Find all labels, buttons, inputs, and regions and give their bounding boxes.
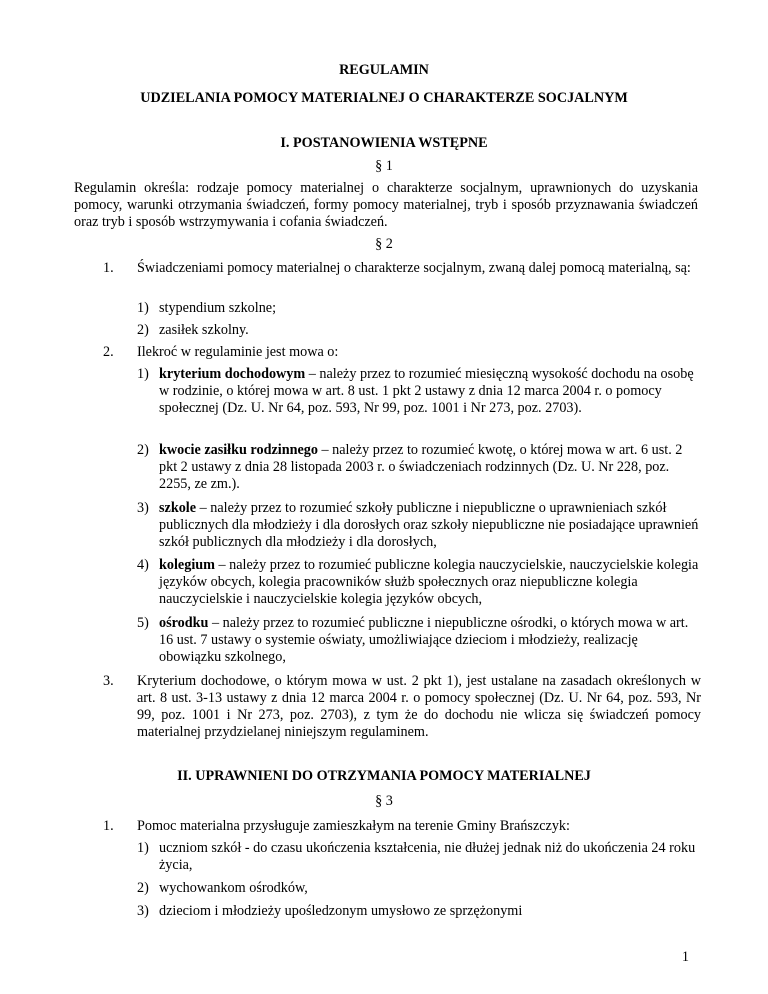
definition-text: – należy przez to rozumieć publiczne kolegia nauczycielskie, nauczycielskie kolegia języków obcych, kolegia pracowników służb społecznych oraz niepubliczne kolegia nauczycielskie i nauczycielskie kolegia języków obcych, <box>159 557 699 607</box>
page-number: 1 <box>681 949 689 965</box>
section-heading-1: I. POSTANOWIENIA WSTĘPNE <box>280 135 488 151</box>
paragraph-mark-3: § 3 <box>375 793 393 809</box>
document-title: REGULAMIN <box>339 62 429 78</box>
item-text: Świadczeniami pomocy materialnej o charakterze socjalnym, zwaną dalej pomocą materialną, są: <box>137 260 691 276</box>
paragraph-1-text: Regulamin określa: rodzaje pomocy materialnej o charakterze socjalnym, uprawnionych do uzyskania pomocy, warunki otrzymania świadczeń, formy pomocy materialnej, tryb i sposób przyznawania świadczeń oraz tryb i sposób wstrzymywania i cofania świadczeń. <box>74 180 698 230</box>
definition-term: kryterium dochodowym <box>159 366 306 382</box>
sub-item-number: 4) <box>137 557 149 573</box>
definition-term: szkole <box>159 500 197 516</box>
item-text: Kryterium dochodowe, o którym mowa w ust. 2 pkt 1), jest ustalane na zasadach określonych w art. 8 ust. 3-13 ustawy z dnia 12 marca 2004 r. o pomocy społecznej (Dz. U. Nr 64, poz. 593, Nr 99, poz. 1001 i Nr 273, poz. 2703), z tym że do dochodu nie wlicza się świadczeń pomocy materialnej przydzielanej niniejszym regulaminem. <box>137 673 701 740</box>
definition-text: – należy przez to rozumieć szkoły publiczne i niepubliczne o uprawnieniach szkół publicznych dla młodzieży i dla dorosłych oraz szkoły niepubliczne nie posiadające uprawnień szkół publicznych dla młodzieży i dla dorosłych, <box>159 500 699 550</box>
sub-item-text: dzieciom i młodzieży upośledzonym umysłowo ze sprzężonymi <box>159 903 523 919</box>
definition-text: – należy przez to rozumieć miesięczną wysokość dochodu na osobę w rodzinie, o której mowa w art. 8 ust. 1 pkt 2 ustawy z dnia 12 marca 2004 r. o pomocy społecznej (Dz. U. Nr 64, poz. 593, Nr 99, poz. 1001 i Nr 273, poz. 2703). <box>159 366 694 416</box>
definition-text: – należy przez to rozumieć kwotę, o której mowa w art. 6 ust. 2 pkt 2 ustawy z dnia 28 listopada 2003 r. o świadczeniach rodzinnych (Dz. U. Nr 228, poz. 2255, ze zm.). <box>159 442 683 492</box>
item-number: 3. <box>103 673 114 689</box>
definition-term: ośrodku <box>159 615 209 631</box>
sub-item-text: wychowankom ośrodków, <box>159 880 308 896</box>
sub-item-text: zasiłek szkolny. <box>159 322 249 338</box>
sub-item-text: uczniom szkół - do czasu ukończenia kształcenia, nie dłużej jednak niż do ukończenia 24 roku życia, <box>159 840 696 873</box>
sub-item-number: 3) <box>137 500 149 516</box>
document-subtitle: UDZIELANIA POMOCY MATERIALNEJ O CHARAKTERZE SOCJALNYM <box>140 90 628 106</box>
sub-item-number: 2) <box>137 442 149 458</box>
sub-item-number: 5) <box>137 615 149 631</box>
item-text: Pomoc materialna przysługuje zamieszkałym na terenie Gminy Brańszczyk: <box>137 818 570 834</box>
sub-item-number: 1) <box>137 840 149 856</box>
item-number: 1. <box>103 818 114 834</box>
item-number: 2. <box>103 344 114 360</box>
sub-item-number: 3) <box>137 903 149 919</box>
sub-item-number: 2) <box>137 322 149 338</box>
item-number: 1. <box>103 260 114 276</box>
item-text: Ilekroć w regulaminie jest mowa o: <box>137 344 339 360</box>
sub-item-number: 2) <box>137 880 149 896</box>
definition-text: – należy przez to rozumieć publiczne i niepubliczne ośrodki, o których mowa w art. 16 ust. 7 ustawy o systemie oświaty, umożliwiające dzieciom i młodzieży, realizację obowiązku szkolnego, <box>159 615 689 665</box>
paragraph-mark-1: § 1 <box>375 158 393 174</box>
sub-item-text: stypendium szkolne; <box>159 300 277 316</box>
sub-item-number: 1) <box>137 366 149 382</box>
paragraph-mark-2: § 2 <box>375 236 393 252</box>
definition-term: kwocie zasiłku rodzinnego <box>159 442 318 458</box>
sub-item-number: 1) <box>137 300 149 316</box>
section-heading-2: II. UPRAWNIENI DO OTRZYMANIA POMOCY MATERIALNEJ <box>177 768 591 784</box>
definition-term: kolegium <box>159 557 215 573</box>
